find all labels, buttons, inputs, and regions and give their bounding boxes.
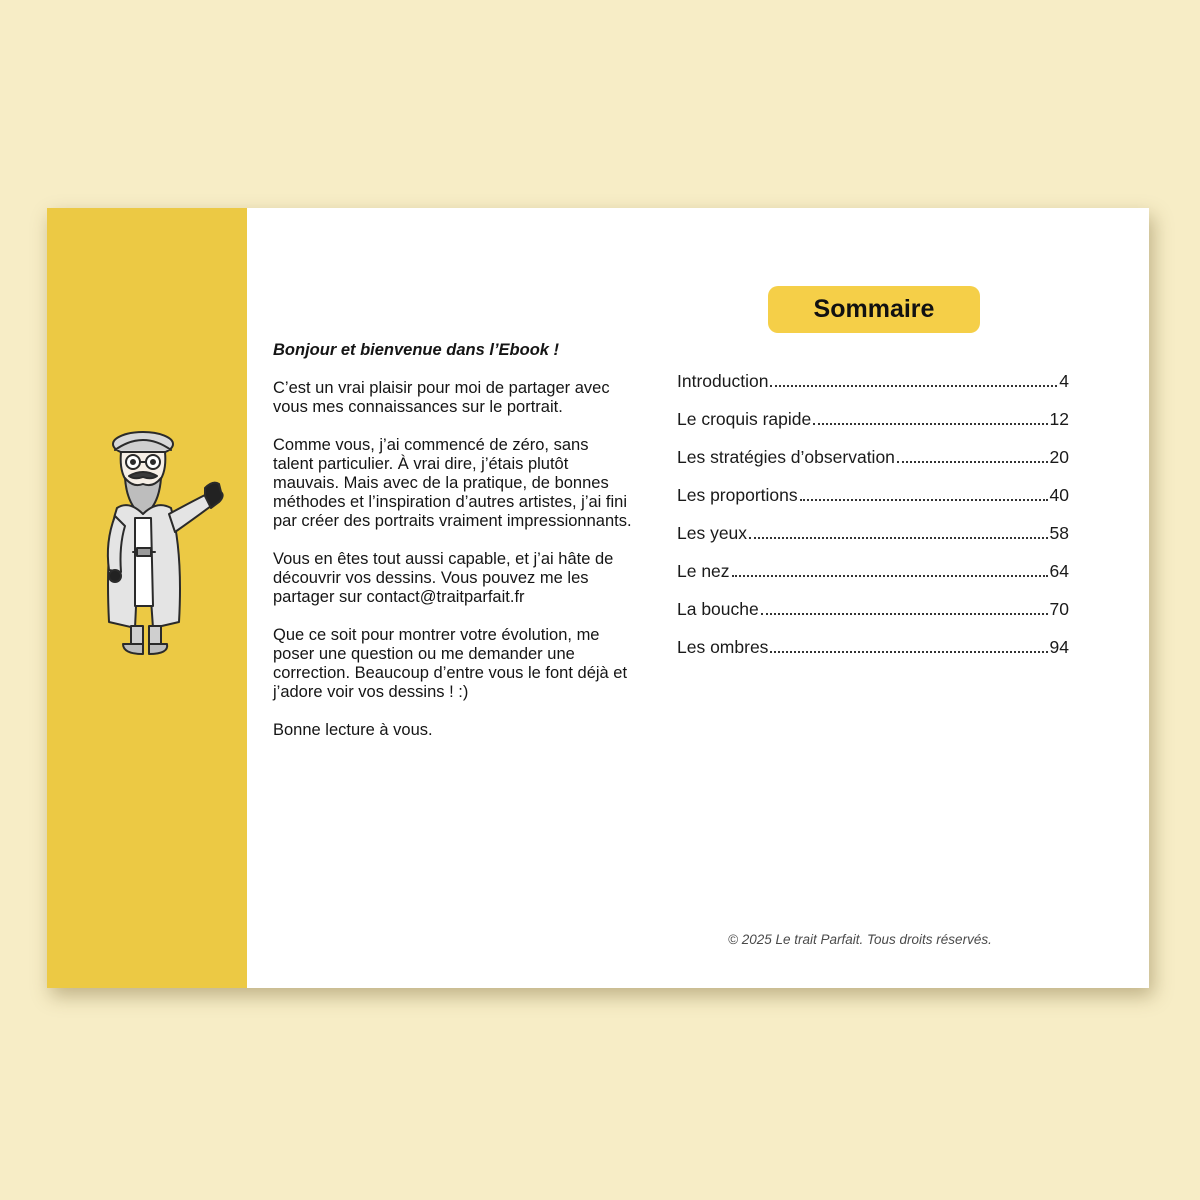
intro-paragraph: Comme vous, j’ai commencé de zéro, sans talent particulier. À vrai dire, j’étais plutôt mauvais. Mais avec de la pratique, de bonnes méthodes et l’inspiration d’autres artistes, j’ai fini par créer des portraits vraiment impressionnants.	[273, 436, 632, 530]
dotted-leader	[732, 575, 1048, 577]
intro-paragraph: C’est un vrai plaisir pour moi de partager avec vous mes connaissances sur le portrait.	[273, 379, 610, 416]
toc-item-page: 12	[1049, 409, 1069, 429]
toc-item-page: 4	[1059, 371, 1069, 391]
yellow-side-band	[47, 208, 247, 988]
dotted-leader	[761, 613, 1048, 615]
toc-item[interactable]	[677, 523, 1069, 561]
toc-item-label: Introduction	[677, 371, 769, 391]
toc-item-label: Les yeux	[677, 523, 748, 543]
greeting-heading: Bonjour et bienvenue dans l’Ebook !	[273, 341, 560, 359]
dotted-leader	[749, 537, 1047, 539]
toc-item[interactable]	[677, 485, 1069, 523]
toc-item[interactable]	[677, 409, 1069, 447]
dotted-leader	[813, 423, 1047, 425]
toc-item-label: Le nez	[677, 561, 730, 581]
copyright-notice: © 2025 Le trait Parfait. Tous droits réservés.	[728, 932, 992, 947]
toc-item[interactable]	[677, 371, 1069, 409]
dotted-leader	[800, 499, 1048, 501]
ebook-page	[47, 208, 1149, 988]
toc-item-label: La bouche	[677, 599, 759, 619]
toc-title-badge: Sommaire	[768, 286, 980, 333]
artist-mascot-icon	[95, 422, 225, 662]
dotted-leader	[770, 651, 1047, 653]
toc-item[interactable]	[677, 599, 1069, 637]
intro-paragraph: Bonne lecture à vous.	[273, 721, 433, 739]
toc-item-page: 64	[1049, 561, 1069, 581]
intro-paragraph: Vous en êtes tout aussi capable, et j’ai hâte de découvrir vos dessins. Vous pouvez me les partager sur contact@traitparfait.fr	[273, 550, 614, 606]
toc-item[interactable]	[677, 447, 1069, 485]
intro-paragraph: Que ce soit pour montrer votre évolution, me poser une question ou me demander une correction. Beaucoup d’entre vous le font déjà et j’adore voir vos dessins ! :)	[273, 626, 628, 701]
toc-item-label: Le croquis rapide	[677, 409, 812, 429]
toc-item-label: Les ombres	[677, 637, 769, 657]
toc-item-page: 58	[1049, 523, 1069, 543]
toc-item-label: Les proportions	[677, 485, 798, 505]
toc-item-page: 94	[1049, 637, 1069, 657]
toc-item-page: 40	[1049, 485, 1069, 505]
intro-text-block	[273, 341, 633, 759]
table-of-contents	[677, 371, 1069, 675]
toc-item-page: 70	[1049, 599, 1069, 619]
toc-item[interactable]	[677, 637, 1069, 675]
toc-item[interactable]	[677, 561, 1069, 599]
toc-item-label: Les stratégies d’observation	[677, 447, 895, 467]
dotted-leader	[770, 385, 1057, 387]
dotted-leader	[897, 461, 1048, 463]
toc-item-page: 20	[1049, 447, 1069, 467]
